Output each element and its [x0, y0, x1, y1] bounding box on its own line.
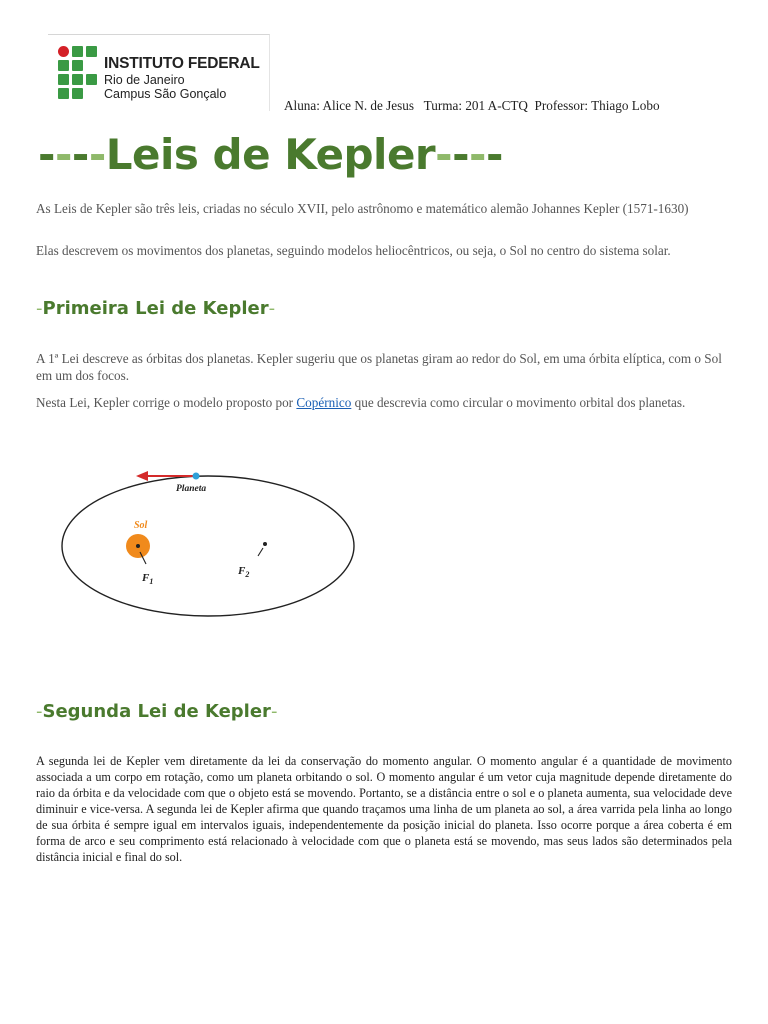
- planet-label: Planeta: [176, 484, 207, 494]
- heading-dash-decoration: -: [36, 298, 43, 319]
- intro-paragraph-2: Elas descrevem os movimentos dos planetas, seguindo modelos heliocêntricos, ou seja, o Sol no centro do sistema solar.: [36, 243, 671, 258]
- section2-heading: [36, 701, 277, 722]
- velocity-arrow-head: [136, 471, 148, 481]
- heading-dash-decoration: -: [268, 298, 276, 319]
- section1-heading: [36, 298, 275, 319]
- title-dash-decoration: -: [452, 130, 470, 179]
- focus2-pointer: [258, 548, 263, 556]
- section1-paragraph-2-start: Nesta Lei, Kepler corrige o modelo proposto por: [36, 395, 297, 410]
- intro-paragraph-1: As Leis de Kepler são três leis, criadas no século XVII, pelo astrônomo e matemático alemão Johannes Kepler (1571-1630): [36, 201, 689, 216]
- title-dash-decoration: -: [71, 130, 89, 179]
- institution-logo: [48, 34, 270, 111]
- section1-paragraph-2: [36, 394, 726, 411]
- section2-heading-text: Segunda Lei de Kepler: [42, 701, 271, 722]
- section1-paragraph-1: A 1ª Lei descreve as órbitas dos planetas. Kepler sugeriu que os planetas giram ao redor do Sol, em uma órbita elíptica, com o Sol em um dos focos.: [36, 351, 722, 383]
- title-text: Leis de Kepler: [105, 130, 436, 179]
- logo-subtitle-state: Rio de Janeiro: [104, 73, 185, 87]
- page-title: [38, 130, 503, 179]
- heading-dash-decoration: -: [270, 701, 278, 722]
- sun-label: Sol: [134, 520, 148, 531]
- focus2-label: $F_2$: [238, 565, 250, 579]
- title-dash-decoration: -: [54, 130, 72, 179]
- section1-heading-text: Primeira Lei de Kepler: [42, 298, 269, 319]
- copernico-link[interactable]: Copérnico: [296, 395, 352, 410]
- orbit-diagram: [48, 460, 368, 630]
- title-dash-decoration: -: [485, 130, 503, 179]
- student-info: Aluna: Alice N. de Jesus Turma: 201 A-CTQ Professor: Thiago Lobo: [284, 98, 660, 113]
- focus2-dot: [263, 542, 267, 546]
- logo-title: INSTITUTO FEDERAL: [104, 55, 260, 72]
- focus1-label: $F_1$: [142, 572, 154, 586]
- focus1-dot: [136, 544, 140, 548]
- title-dash-decoration: -: [435, 130, 453, 179]
- section2-paragraph: A segunda lei de Kepler vem diretamente da lei da conservação do momento angular. O momento angular é a quantidade de movimento associada a um corpo em rotação, como um planeta orbitando o sol. O momento angular é um vetor cuja magnitude depende diretamente do raio da órbita e da velocidade com que o objeto está se movendo. Portanto, se a distância entre o sol e o planeta aumenta, sua velocidade deve diminuir e vice-versa. A segunda lei de Kepler afirma que quando traçamos uma linha de um planeta ao sol, a área varrida pela linha ao longo de sua órbita é sempre igual em intervalos iguais, independentemente da posição inicial do planeta. Isso ocorre porque a área coberta é em forma de arco e seu comprimento está relacionado à velocidade com que o planeta está se movendo, mas seus lados são determinados pela distância inicial e final do sol.: [36, 754, 732, 864]
- title-dash-decoration: -: [88, 130, 106, 179]
- logo-grid-icon: [58, 46, 98, 98]
- section1-paragraph-2-end: que descrevia como circular o movimento orbital dos planetas.: [351, 395, 686, 410]
- title-dash-decoration: -: [469, 130, 486, 179]
- title-dash-decoration: -: [38, 130, 55, 179]
- planet-dot: [193, 473, 200, 480]
- heading-dash-decoration: -: [36, 701, 43, 722]
- orbit-ellipse: [62, 476, 354, 616]
- logo-subtitle-campus: Campus São Gonçalo: [104, 87, 227, 101]
